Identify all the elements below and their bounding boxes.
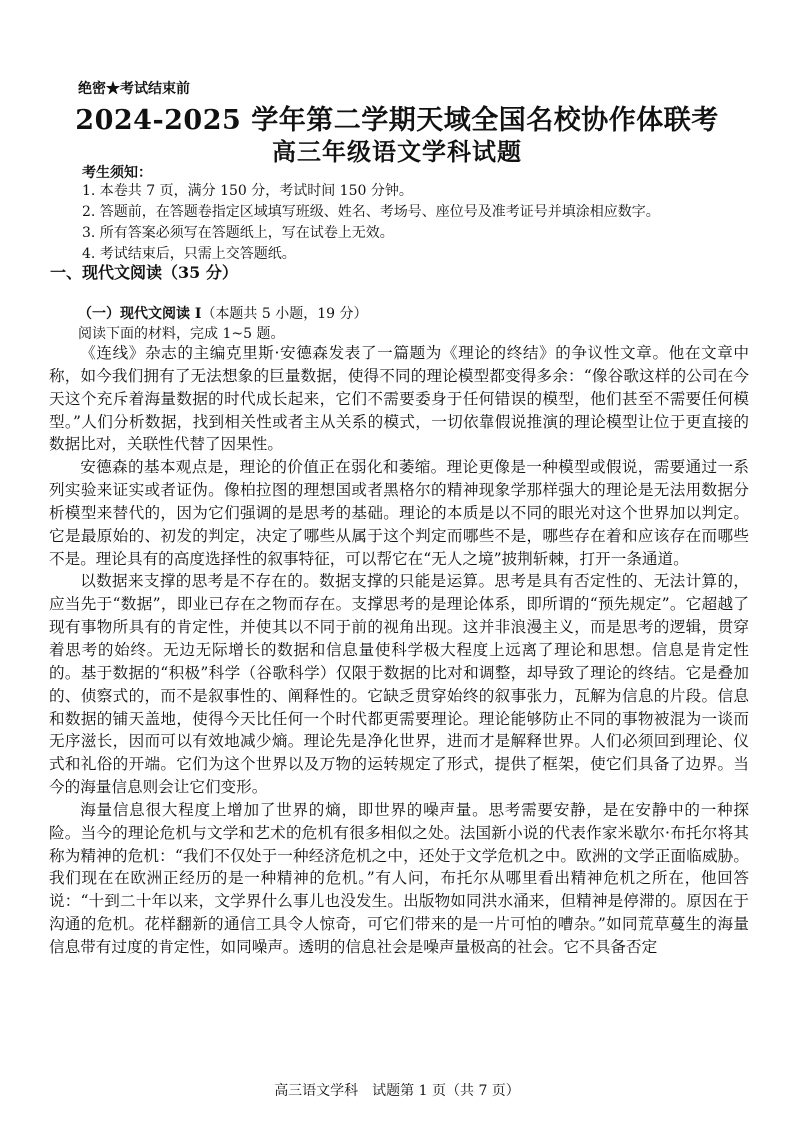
subsection-label: （一）现代文阅读 I [78, 306, 202, 322]
exam-subtitle: 高三年级语文学科试题 [272, 137, 522, 166]
passage-paragraph: 《连线》杂志的主编克里斯·安德森发表了一篇题为《理论的终结》的争议性文章。他在文章中称，如今我们拥有了无法想象的巨量数据，使得不同的理论模型都变得多余：“像谷歌这样的公司在今天这个充斥着海量数据的时代成长起来，它们不需要委身于任何错误的模型，他们甚至不需要任何模型。”人们分析数据，找到相关性或者主从关系的模式，一切依靠假说推演的理论模型让位于更直接的数据比对，关联性代替了因果性。 [49, 344, 749, 454]
notice-heading: 考生须知： [82, 165, 152, 181]
notice-item: 2. 答题前，在答题卷指定区域填写班级、姓名、考场号、座位号及准考证号并填涂相应数字。 [82, 204, 660, 220]
section-title: 一、现代文阅读（35 分） [50, 263, 238, 282]
reading-passage [49, 342, 749, 959]
passage-paragraph: 安德森的基本观点是，理论的价值正在弱化和萎缩。理论更像是一种模型或假说，需要通过一系列实验来证实或者证伪。像柏拉图的理想国或者黑格尔的精神现象学那样强大的理论是无法用数据分析模型来替代的，因为它们强调的是思考的基础。理论的本质是以不同的眼光对这个世界加以判定。它是最原始的、初发的判定，决定了哪些从属于这个判定而哪些不是，哪些存在着和应该存在而哪些不是。理论具有的高度选择性的叙事特征，可以帮它在“无人之境”披荆斩棘，打开一条通道。 [49, 458, 749, 568]
passage-paragraph: 以数据来支撑的思考是不存在的。数据支撑的只能是运算。思考是具有否定性的、无法计算的，应当先于“数据”，即业已存在之物而存在。支撑思考的是理论体系，即所谓的“预先规定”。它超越了现有事物所具有的肯定性，并使其以不同于前的视角出现。这并非浪漫主义，而是思考的逻辑，贯穿着思考的始终。无边无际增长的数据和信息量使科学极大程度上远离了理论和思想。信息是肯定性的。基于数据的“积极”科学（谷歌科学）仅限于数据的比对和调整，却导致了理论的终结。它是叠加的、侦察式的，而不是叙事性的、阐释性的。它缺乏贯穿始终的叙事张力，瓦解为信息的片段。信息和数据的铺天盖地，使得今天比任何一个时代都更需要理论。理论能够防止不同的事物被混为一谈而无序滋长，因而可以有效地减少熵。理论先是净化世界，进而才是解释世界。人们必须回到理论、仪式和礼俗的开端。它们为这个世界以及万物的运转规定了形式，提供了框架，使它们具备了边界。当今的海量信息则会让它们变形。 [49, 572, 749, 797]
notice-list [82, 181, 742, 265]
exam-title: 2024-2025 学年第二学期天域全国名校协作体联考 [75, 105, 719, 136]
confidential-label: 绝密★考试结束前 [78, 81, 190, 97]
notice-item: 3. 所有答案必须写在答题纸上，写在试卷上无效。 [82, 225, 394, 241]
page-footer: 高三语文学科 试题第 1 页（共 7 页） [274, 1083, 520, 1099]
subsection-note: （本题共 5 小题，19 分） [201, 306, 368, 322]
reading-instruction: 阅读下面的材料，完成 1~5 题。 [78, 326, 285, 342]
passage-paragraph: 海量信息很大程度上增加了世界的熵，即世界的噪声量。思考需要安静，是在安静中的一种探险。当今的理论危机与文学和艺术的危机有很多相似之处。法国新小说的代表作家米歇尔·布托尔将其称为精神的危机：“我们不仅处于一种经济危机之中，还处于文学危机之中。欧洲的文学正面临威胁。我们现在在欧洲正经历的是一种精神的危机。”有人问，布托尔从哪里看出精神危机之所在，他回答说：“十到二十年以来，文学界什么事儿也没发生。出版物如同洪水涌来，但精神是停滞的。原因在于沟通的危机。花样翻新的通信工具令人惊奇，可它们带来的是一片可怕的嘈杂。”如同荒草蔓生的海量信息带有过度的肯定性，如同噪声。透明的信息社会是噪声量极高的社会。它不具备否定 [49, 800, 749, 956]
notice-item: 4. 考试结束后，只需上交答题纸。 [82, 246, 296, 262]
subsection-title [78, 303, 368, 323]
notice-item: 1. 本卷共 7 页，满分 150 分，考试时间 150 分钟。 [82, 183, 413, 199]
